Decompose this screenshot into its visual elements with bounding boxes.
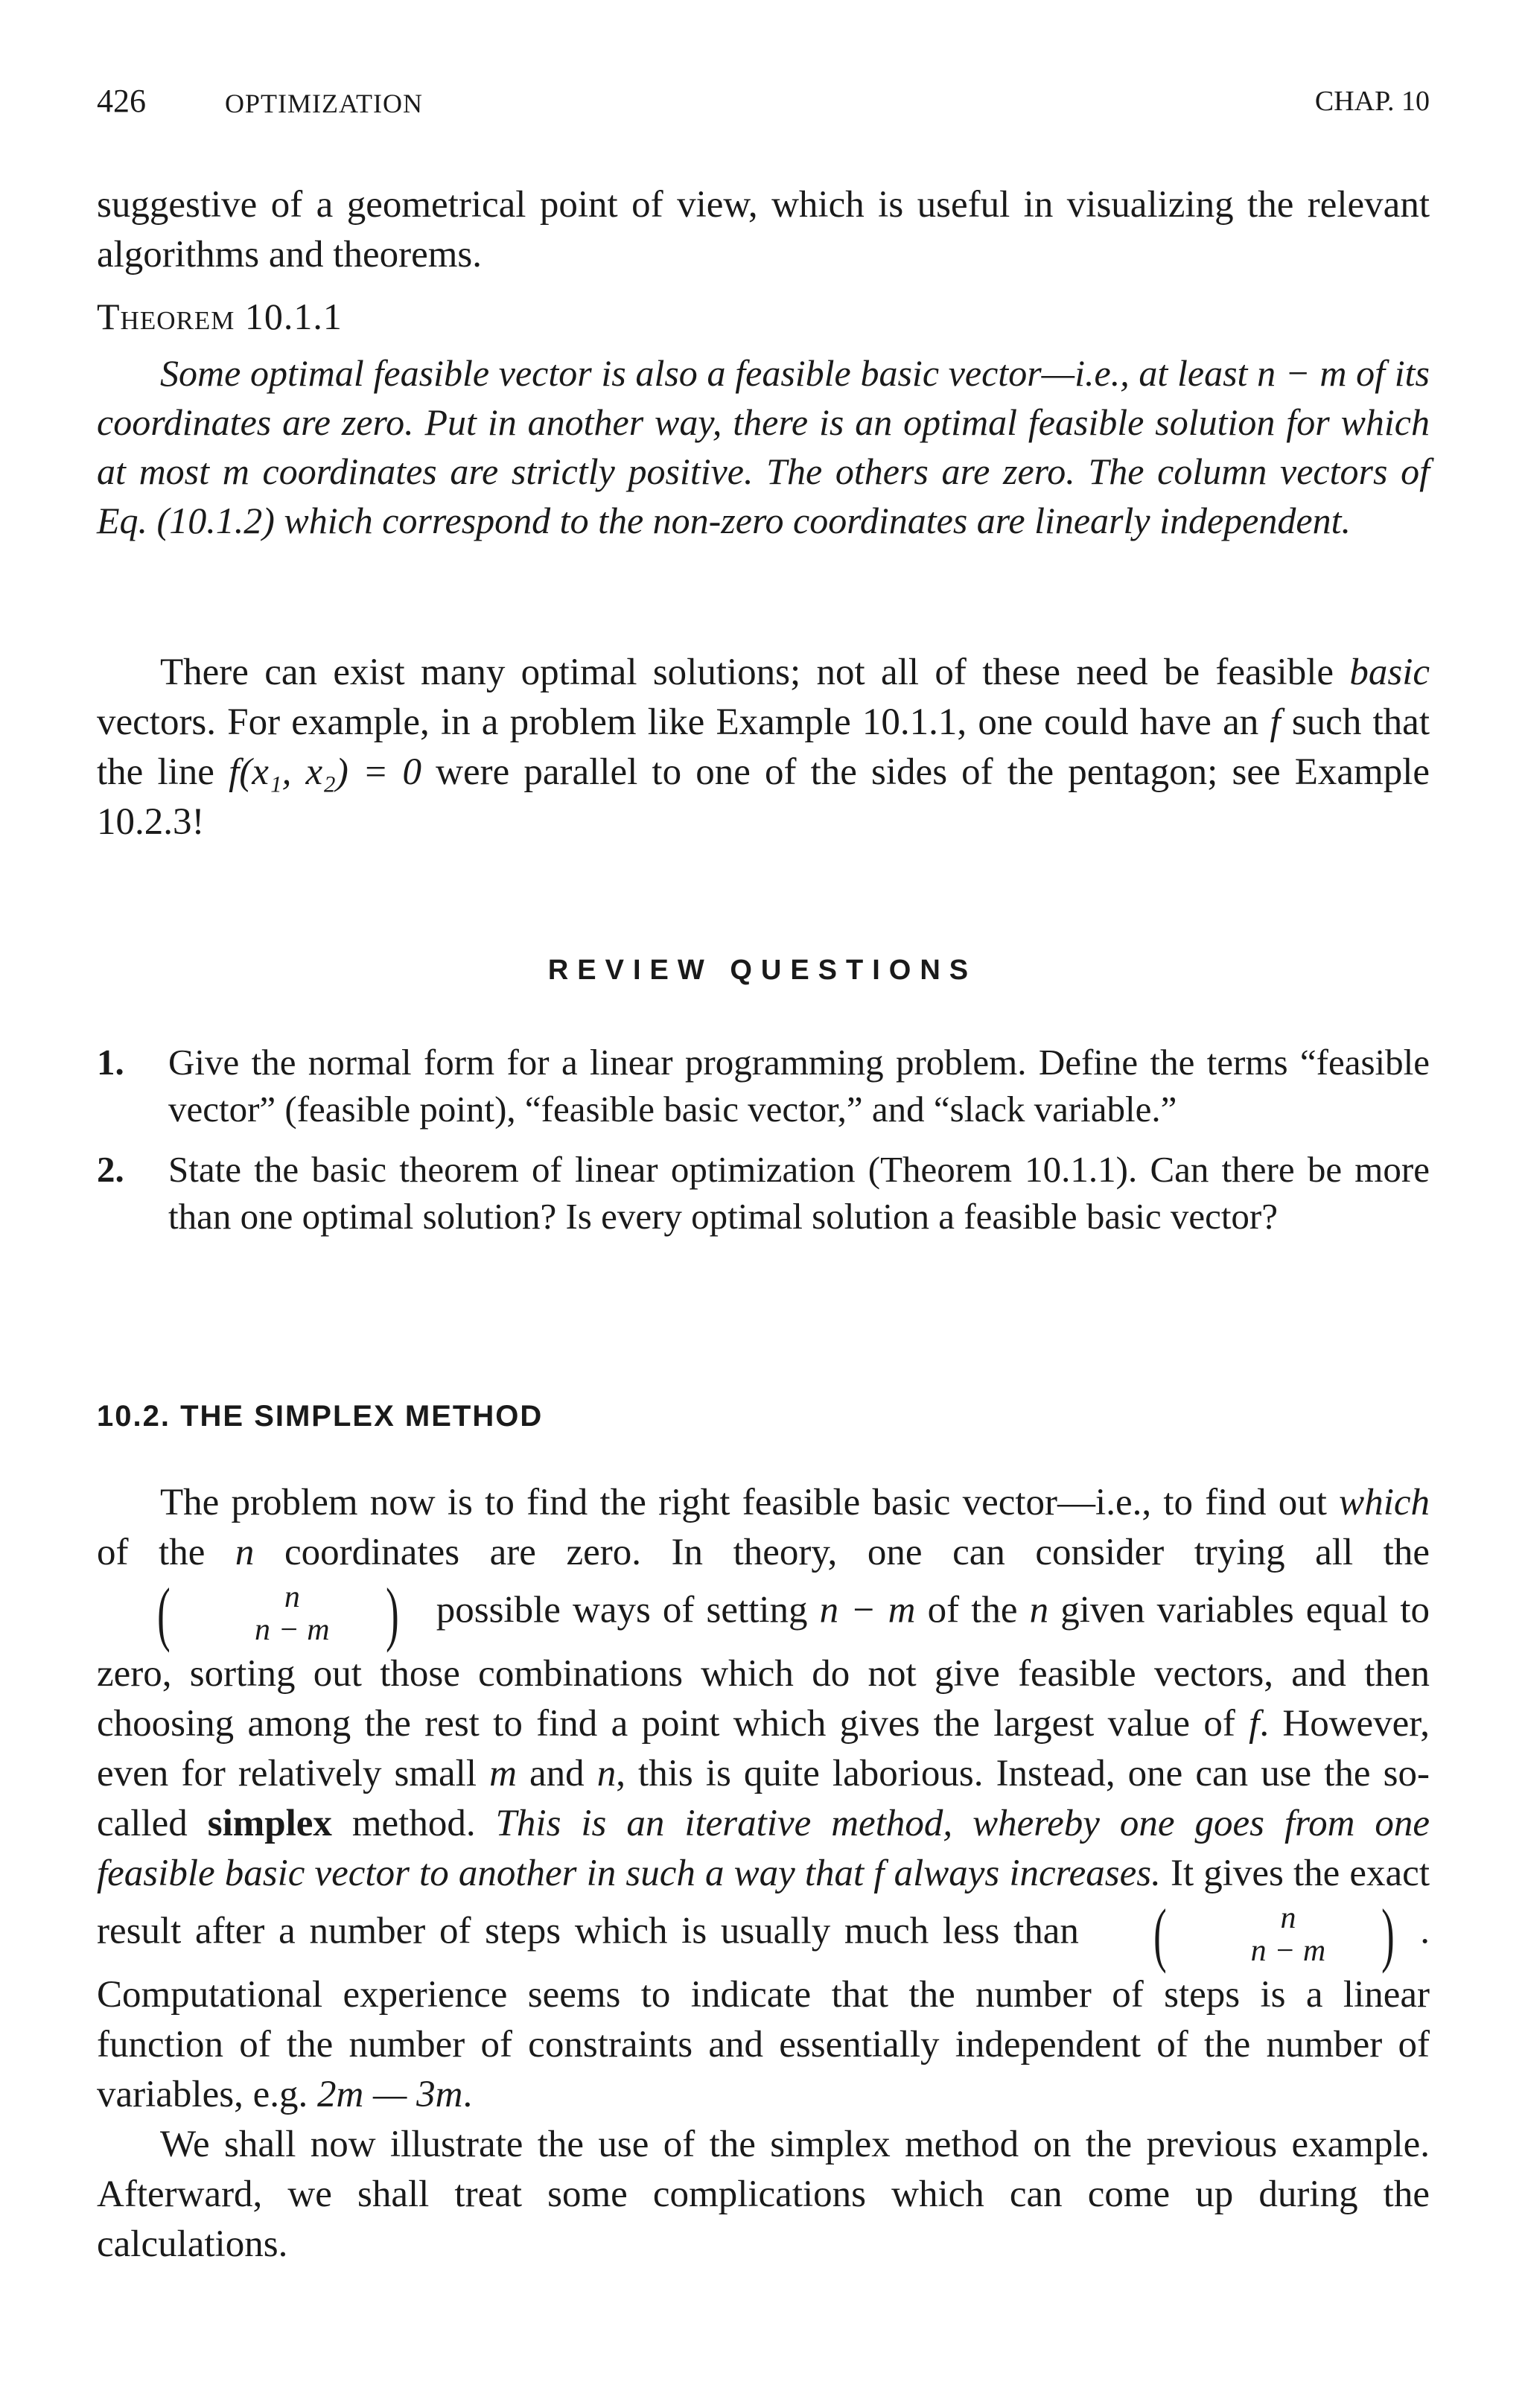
- question-number: 2.: [97, 1149, 124, 1190]
- review-question-1: [97, 1039, 1430, 1133]
- question-text: State the basic theorem of linear optimization (Theorem 10.1.1). Can there be more than one optimal solution? Is every optimal solution a feasible basic vector?: [168, 1149, 1430, 1237]
- page-number: 426: [97, 83, 146, 119]
- review-question-2: [97, 1146, 1430, 1240]
- binomial-coefficient: ( n n − m ): [157, 1573, 399, 1653]
- section-title: 10.2. THE SIMPLEX METHOD: [97, 1400, 544, 1433]
- review-questions-list: [97, 1039, 1430, 1253]
- binomial-coefficient: ( n n − m ): [1153, 1894, 1395, 1974]
- question-number: 1.: [97, 1042, 124, 1083]
- italic-statement: This is an iterative method, whereby one goes from one feasible basic vector to another in such a way that f always increases.: [97, 1803, 1430, 1894]
- paragraph-optimal-solutions: There can exist many optimal solutions; not all of these need be feasible basic vectors. For example, in a problem like Example 10.1.1, one could have an f such that the line f(x₁, x₂) = 0 were parallel to one of the sides of the pentagon; see Example 10.2.3!: [97, 652, 1430, 843]
- intro-paragraph: suggestive of a geometrical point of view, which is useful in visualizing the relevant algorithms and theorems.: [97, 184, 1430, 275]
- simplex-paragraph-1: The problem now is to find the right feasible basic vector—i.e., to find out which of the n coordinates are zero. In theory, one can consider trying all the ( n n − m ) possible ways of setting n − m of the n given variables equal to zero, sorting out those combinations which do not give feasible vectors, and then choosing among the rest to find a point which gives the largest value of f. However, even for relatively small m and n, this is quite laborious. Instead, one can use the so-called simplex method. This is an iterative method, whereby one goes from one feasible basic vector to another in such a way that f always increases. It gives the exact result after a number of steps which is usually much less than ( n n − m ) . Computational experience seems to indicate that the number of steps is a linear function of the number of constraints and essentially independent of the number of variables, e.g. 2m — 3m. We shall now illustrate the use of the simplex method on the previous example. Afterward, we shall treat some complications which can come up during the calculations.: [97, 1478, 1430, 2270]
- running-title: OPTIMIZATION: [225, 89, 423, 118]
- chapter-label: CHAP. 10: [1314, 86, 1430, 117]
- theorem-text: Some optimal feasible vector is also a feasible basic vector—i.e., at least n − m of its coordinates are zero. Put in another way, there is an optimal feasible solution for which at most m coordinates are strictly positive. The others are zero. The column vectors of Eq. (10.1.2) which correspond to the non-zero coordinates are linearly independent.: [97, 352, 1430, 541]
- term-simplex: simplex: [207, 1803, 332, 1844]
- question-text: Give the normal form for a linear programming problem. Define the terms “feasible vector” (feasible point), “feasible basic vector,” and “slack variable.”: [168, 1042, 1430, 1130]
- review-questions-heading: REVIEW QUESTIONS: [547, 955, 978, 986]
- formula-line: f(x₁, x₂) = 0: [229, 751, 422, 793]
- simplex-paragraph-2: We shall now illustrate the use of the simplex method on the previous example. Afterward, we shall treat some complications which can come up during the calculations.: [97, 2124, 1430, 2265]
- theorem-label: Theorem 10.1.1: [97, 296, 343, 337]
- page-header: [97, 82, 1430, 134]
